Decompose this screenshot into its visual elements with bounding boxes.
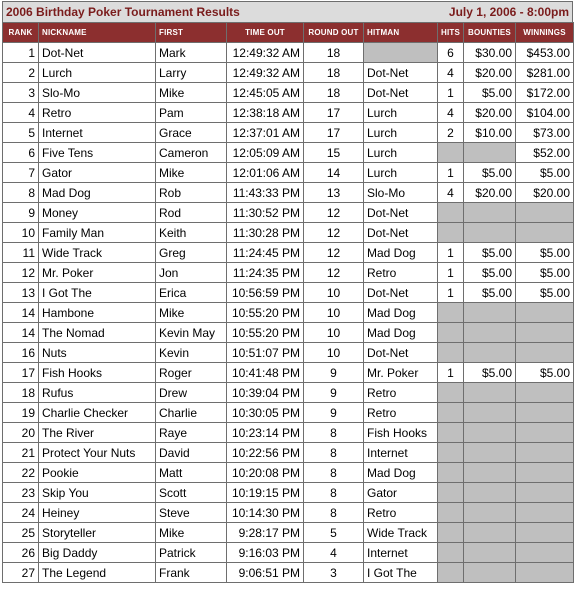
cell-rank[interactable]: 7: [3, 163, 39, 183]
header-rank[interactable]: RANK: [3, 23, 39, 43]
table-row: [3, 283, 574, 303]
cell-rank[interactable]: 23: [3, 483, 39, 503]
cell-hits[interactable]: [438, 403, 464, 423]
cell-first-name[interactable]: Scott: [156, 483, 227, 503]
cell-rank[interactable]: 24: [3, 503, 39, 523]
table-row: [3, 83, 574, 103]
cell-nickname[interactable]: Big Daddy: [39, 543, 156, 563]
cell-hitman[interactable]: Lurch: [364, 123, 438, 143]
cell-bounties[interactable]: [464, 523, 516, 543]
cell-winnings[interactable]: [516, 323, 574, 343]
cell-nickname[interactable]: Wide Track: [39, 243, 156, 263]
cell-winnings[interactable]: $5.00: [516, 243, 574, 263]
header-bounties[interactable]: BOUNTIES: [464, 23, 516, 43]
cell-first-name[interactable]: Matt: [156, 463, 227, 483]
table-row: [3, 263, 574, 283]
cell-first-name[interactable]: Grace: [156, 123, 227, 143]
cell-round-out[interactable]: 9: [304, 363, 364, 383]
cell-first-name[interactable]: Mike: [156, 523, 227, 543]
cell-winnings[interactable]: [516, 503, 574, 523]
cell-hits[interactable]: [438, 563, 464, 583]
cell-winnings[interactable]: [516, 303, 574, 323]
cell-round-out[interactable]: 3: [304, 563, 364, 583]
cell-hitman[interactable]: Dot-Net: [364, 283, 438, 303]
cell-hitman[interactable]: Mr. Poker: [364, 363, 438, 383]
cell-winnings[interactable]: [516, 223, 574, 243]
cell-round-out[interactable]: 18: [304, 63, 364, 83]
cell-nickname[interactable]: The Legend: [39, 563, 156, 583]
cell-bounties[interactable]: $20.00: [464, 103, 516, 123]
cell-time-out[interactable]: 12:49:32 AM: [227, 63, 304, 83]
cell-time-out[interactable]: 9:28:17 PM: [227, 523, 304, 543]
table-row: [3, 363, 574, 383]
cell-time-out[interactable]: 10:20:08 PM: [227, 463, 304, 483]
cell-rank[interactable]: 1: [3, 43, 39, 63]
cell-round-out[interactable]: 8: [304, 443, 364, 463]
cell-winnings[interactable]: $5.00: [516, 163, 574, 183]
cell-time-out[interactable]: 11:24:35 PM: [227, 263, 304, 283]
cell-winnings[interactable]: [516, 403, 574, 423]
cell-hits[interactable]: 2: [438, 123, 464, 143]
cell-first-name[interactable]: Charlie: [156, 403, 227, 423]
cell-hits[interactable]: [438, 343, 464, 363]
cell-round-out[interactable]: 14: [304, 163, 364, 183]
cell-round-out[interactable]: 4: [304, 543, 364, 563]
cell-rank[interactable]: 6: [3, 143, 39, 163]
cell-rank[interactable]: 14: [3, 323, 39, 343]
cell-bounties[interactable]: $5.00: [464, 163, 516, 183]
cell-round-out[interactable]: 9: [304, 403, 364, 423]
cell-first-name[interactable]: Roger: [156, 363, 227, 383]
cell-nickname[interactable]: Hambone: [39, 303, 156, 323]
table-row: [3, 503, 574, 523]
cell-rank[interactable]: 17: [3, 363, 39, 383]
cell-rank[interactable]: 11: [3, 243, 39, 263]
title-bar: [2, 1, 573, 22]
cell-hits[interactable]: 6: [438, 43, 464, 63]
cell-nickname[interactable]: Nuts: [39, 343, 156, 363]
table-row: [3, 123, 574, 143]
cell-hits[interactable]: 1: [438, 283, 464, 303]
cell-hits[interactable]: [438, 303, 464, 323]
cell-first-name[interactable]: David: [156, 443, 227, 463]
cell-bounties[interactable]: [464, 323, 516, 343]
cell-time-out[interactable]: 10:55:20 PM: [227, 303, 304, 323]
table-row: [3, 483, 574, 503]
cell-first-name[interactable]: Erica: [156, 283, 227, 303]
cell-winnings[interactable]: [516, 423, 574, 443]
cell-hits[interactable]: [438, 503, 464, 523]
cell-hits[interactable]: [438, 443, 464, 463]
cell-hitman[interactable]: I Got The: [364, 563, 438, 583]
cell-time-out[interactable]: 11:30:52 PM: [227, 203, 304, 223]
cell-nickname[interactable]: The River: [39, 423, 156, 443]
cell-winnings[interactable]: $73.00: [516, 123, 574, 143]
header-round-out[interactable]: ROUND OUT: [304, 23, 364, 43]
cell-hits[interactable]: [438, 543, 464, 563]
cell-first-name[interactable]: Jon: [156, 263, 227, 283]
cell-hits[interactable]: [438, 143, 464, 163]
cell-hitman[interactable]: Lurch: [364, 103, 438, 123]
cell-nickname[interactable]: Money: [39, 203, 156, 223]
cell-rank[interactable]: 21: [3, 443, 39, 463]
cell-nickname[interactable]: Storyteller: [39, 523, 156, 543]
cell-bounties[interactable]: [464, 463, 516, 483]
table-row: [3, 163, 574, 183]
cell-first-name[interactable]: Steve: [156, 503, 227, 523]
cell-winnings[interactable]: [516, 343, 574, 363]
cell-time-out[interactable]: 11:43:33 PM: [227, 183, 304, 203]
cell-rank[interactable]: 2: [3, 63, 39, 83]
cell-rank[interactable]: 12: [3, 263, 39, 283]
table-row: [3, 203, 574, 223]
cell-round-out[interactable]: 10: [304, 323, 364, 343]
cell-bounties[interactable]: $5.00: [464, 243, 516, 263]
cell-nickname[interactable]: Protect Your Nuts: [39, 443, 156, 463]
cell-rank[interactable]: 8: [3, 183, 39, 203]
cell-nickname[interactable]: Five Tens: [39, 143, 156, 163]
table-row: [3, 403, 574, 423]
table-row: [3, 543, 574, 563]
cell-winnings[interactable]: [516, 543, 574, 563]
cell-first-name[interactable]: Patrick: [156, 543, 227, 563]
cell-winnings[interactable]: [516, 563, 574, 583]
table-row: [3, 303, 574, 323]
cell-hitman[interactable]: Retro: [364, 383, 438, 403]
cell-hitman[interactable]: Lurch: [364, 143, 438, 163]
cell-rank[interactable]: 4: [3, 103, 39, 123]
header-nickname[interactable]: NICKNAME: [39, 23, 156, 43]
table-row: [3, 183, 574, 203]
cell-rank[interactable]: 16: [3, 343, 39, 363]
header-first[interactable]: FIRST: [156, 23, 227, 43]
cell-round-out[interactable]: 15: [304, 143, 364, 163]
cell-first-name[interactable]: Larry: [156, 63, 227, 83]
cell-winnings[interactable]: [516, 383, 574, 403]
cell-hitman[interactable]: Mad Dog: [364, 243, 438, 263]
header-row: [3, 23, 574, 43]
table-row: [3, 243, 574, 263]
cell-nickname[interactable]: Heiney: [39, 503, 156, 523]
cell-rank[interactable]: 9: [3, 203, 39, 223]
cell-bounties[interactable]: $5.00: [464, 363, 516, 383]
cell-bounties[interactable]: [464, 543, 516, 563]
cell-time-out[interactable]: 10:55:20 PM: [227, 323, 304, 343]
cell-time-out[interactable]: 12:05:09 AM: [227, 143, 304, 163]
cell-nickname[interactable]: I Got The: [39, 283, 156, 303]
cell-time-out[interactable]: 11:24:45 PM: [227, 243, 304, 263]
cell-rank[interactable]: 20: [3, 423, 39, 443]
cell-hits[interactable]: [438, 223, 464, 243]
cell-hitman[interactable]: Dot-Net: [364, 343, 438, 363]
table-row: [3, 423, 574, 443]
cell-bounties[interactable]: $20.00: [464, 63, 516, 83]
cell-round-out[interactable]: 10: [304, 343, 364, 363]
table-row: [3, 563, 574, 583]
header-winnings[interactable]: WINNINGS: [516, 23, 574, 43]
cell-rank[interactable]: 14: [3, 303, 39, 323]
cell-hits[interactable]: [438, 423, 464, 443]
cell-nickname[interactable]: Charlie Checker: [39, 403, 156, 423]
cell-hits[interactable]: [438, 383, 464, 403]
header-hitman[interactable]: HITMAN: [364, 23, 438, 43]
cell-rank[interactable]: 27: [3, 563, 39, 583]
cell-round-out[interactable]: 8: [304, 483, 364, 503]
table-row: [3, 323, 574, 343]
cell-bounties[interactable]: [464, 563, 516, 583]
cell-bounties[interactable]: [464, 223, 516, 243]
cell-hits[interactable]: [438, 463, 464, 483]
cell-time-out[interactable]: 10:23:14 PM: [227, 423, 304, 443]
results-sheet: [2, 1, 573, 583]
cell-first-name[interactable]: Drew: [156, 383, 227, 403]
cell-hits[interactable]: [438, 523, 464, 543]
cell-nickname[interactable]: Mr. Poker: [39, 263, 156, 283]
cell-first-name[interactable]: Keith: [156, 223, 227, 243]
cell-time-out[interactable]: 10:14:30 PM: [227, 503, 304, 523]
cell-hits[interactable]: 1: [438, 243, 464, 263]
cell-bounties[interactable]: [464, 143, 516, 163]
cell-round-out[interactable]: 10: [304, 303, 364, 323]
cell-round-out[interactable]: 8: [304, 503, 364, 523]
cell-nickname[interactable]: Pookie: [39, 463, 156, 483]
cell-hitman[interactable]: Mad Dog: [364, 303, 438, 323]
cell-hits[interactable]: 1: [438, 363, 464, 383]
cell-round-out[interactable]: 18: [304, 43, 364, 63]
cell-bounties[interactable]: $5.00: [464, 83, 516, 103]
cell-winnings[interactable]: $20.00: [516, 183, 574, 203]
cell-first-name[interactable]: Mike: [156, 83, 227, 103]
cell-hitman[interactable]: Mad Dog: [364, 323, 438, 343]
cell-hitman[interactable]: Mad Dog: [364, 463, 438, 483]
cell-winnings[interactable]: $453.00: [516, 43, 574, 63]
cell-hits[interactable]: [438, 483, 464, 503]
cell-rank[interactable]: 13: [3, 283, 39, 303]
cell-rank[interactable]: 10: [3, 223, 39, 243]
cell-winnings[interactable]: $281.00: [516, 63, 574, 83]
table-row: [3, 143, 574, 163]
cell-time-out[interactable]: 12:37:01 AM: [227, 123, 304, 143]
table-row: [3, 343, 574, 363]
event-date: July 1, 2006 - 8:00pm: [448, 5, 569, 19]
cell-time-out[interactable]: 10:19:15 PM: [227, 483, 304, 503]
cell-round-out[interactable]: 12: [304, 223, 364, 243]
cell-first-name[interactable]: Rob: [156, 183, 227, 203]
header-time-out[interactable]: TIME OUT: [227, 23, 304, 43]
cell-hits[interactable]: 1: [438, 163, 464, 183]
cell-winnings[interactable]: [516, 483, 574, 503]
cell-first-name[interactable]: Mark: [156, 43, 227, 63]
cell-time-out[interactable]: 12:38:18 AM: [227, 103, 304, 123]
cell-bounties[interactable]: $30.00: [464, 43, 516, 63]
cell-bounties[interactable]: $5.00: [464, 283, 516, 303]
sheet-title: 2006 Birthday Poker Tournament Results: [6, 5, 240, 19]
cell-bounties[interactable]: [464, 503, 516, 523]
cell-nickname[interactable]: Slo-Mo: [39, 83, 156, 103]
cell-hitman[interactable]: Retro: [364, 263, 438, 283]
cell-round-out[interactable]: 5: [304, 523, 364, 543]
cell-winnings[interactable]: [516, 523, 574, 543]
table-row: [3, 383, 574, 403]
cell-nickname[interactable]: Rufus: [39, 383, 156, 403]
table-row: [3, 43, 574, 63]
cell-nickname[interactable]: Lurch: [39, 63, 156, 83]
cell-time-out[interactable]: 9:16:03 PM: [227, 543, 304, 563]
cell-first-name[interactable]: Pam: [156, 103, 227, 123]
cell-hitman[interactable]: Retro: [364, 403, 438, 423]
cell-rank[interactable]: 18: [3, 383, 39, 403]
cell-round-out[interactable]: 12: [304, 243, 364, 263]
cell-winnings[interactable]: $5.00: [516, 363, 574, 383]
cell-nickname[interactable]: Fish Hooks: [39, 363, 156, 383]
cell-first-name[interactable]: Kevin May: [156, 323, 227, 343]
cell-hits[interactable]: 4: [438, 183, 464, 203]
cell-winnings[interactable]: $104.00: [516, 103, 574, 123]
cell-hits[interactable]: 1: [438, 263, 464, 283]
cell-round-out[interactable]: 18: [304, 83, 364, 103]
table-row: [3, 103, 574, 123]
cell-hitman[interactable]: Internet: [364, 543, 438, 563]
cell-bounties[interactable]: $10.00: [464, 123, 516, 143]
cell-hitman[interactable]: Gator: [364, 483, 438, 503]
cell-first-name[interactable]: Rod: [156, 203, 227, 223]
cell-hits[interactable]: [438, 203, 464, 223]
cell-winnings[interactable]: $52.00: [516, 143, 574, 163]
cell-first-name[interactable]: Greg: [156, 243, 227, 263]
header-hits[interactable]: HITS: [438, 23, 464, 43]
cell-rank[interactable]: 5: [3, 123, 39, 143]
table-row: [3, 523, 574, 543]
cell-hitman[interactable]: Slo-Mo: [364, 183, 438, 203]
cell-bounties[interactable]: [464, 483, 516, 503]
cell-bounties[interactable]: [464, 303, 516, 323]
cell-hits[interactable]: 1: [438, 83, 464, 103]
cell-time-out[interactable]: 10:22:56 PM: [227, 443, 304, 463]
cell-rank[interactable]: 25: [3, 523, 39, 543]
cell-time-out[interactable]: 11:30:28 PM: [227, 223, 304, 243]
cell-first-name[interactable]: Kevin: [156, 343, 227, 363]
cell-winnings[interactable]: $5.00: [516, 263, 574, 283]
cell-time-out[interactable]: 10:56:59 PM: [227, 283, 304, 303]
cell-first-name[interactable]: Frank: [156, 563, 227, 583]
cell-nickname[interactable]: Gator: [39, 163, 156, 183]
cell-round-out[interactable]: 13: [304, 183, 364, 203]
cell-hits[interactable]: 4: [438, 63, 464, 83]
cell-winnings[interactable]: [516, 463, 574, 483]
cell-round-out[interactable]: 8: [304, 463, 364, 483]
cell-time-out[interactable]: 12:45:05 AM: [227, 83, 304, 103]
results-table: [2, 22, 574, 583]
cell-bounties[interactable]: [464, 443, 516, 463]
cell-hitman[interactable]: [364, 43, 438, 63]
cell-nickname[interactable]: Family Man: [39, 223, 156, 243]
cell-hitman[interactable]: Dot-Net: [364, 83, 438, 103]
cell-hitman[interactable]: Dot-Net: [364, 203, 438, 223]
cell-round-out[interactable]: 9: [304, 383, 364, 403]
cell-round-out[interactable]: 17: [304, 123, 364, 143]
cell-winnings[interactable]: [516, 203, 574, 223]
table-body: [3, 43, 574, 583]
cell-rank[interactable]: 26: [3, 543, 39, 563]
cell-bounties[interactable]: [464, 403, 516, 423]
cell-rank[interactable]: 22: [3, 463, 39, 483]
cell-bounties[interactable]: [464, 343, 516, 363]
cell-round-out[interactable]: 12: [304, 263, 364, 283]
cell-time-out[interactable]: 9:06:51 PM: [227, 563, 304, 583]
cell-time-out[interactable]: 10:30:05 PM: [227, 403, 304, 423]
cell-time-out[interactable]: 10:39:04 PM: [227, 383, 304, 403]
cell-nickname[interactable]: Retro: [39, 103, 156, 123]
cell-nickname[interactable]: Skip You: [39, 483, 156, 503]
cell-rank[interactable]: 3: [3, 83, 39, 103]
cell-round-out[interactable]: 10: [304, 283, 364, 303]
cell-first-name[interactable]: Cameron: [156, 143, 227, 163]
cell-nickname[interactable]: The Nomad: [39, 323, 156, 343]
cell-bounties[interactable]: [464, 423, 516, 443]
cell-bounties[interactable]: [464, 203, 516, 223]
cell-hitman[interactable]: Fish Hooks: [364, 423, 438, 443]
cell-round-out[interactable]: 8: [304, 423, 364, 443]
cell-rank[interactable]: 19: [3, 403, 39, 423]
cell-hits[interactable]: [438, 323, 464, 343]
cell-winnings[interactable]: [516, 443, 574, 463]
cell-first-name[interactable]: Mike: [156, 163, 227, 183]
cell-first-name[interactable]: Mike: [156, 303, 227, 323]
cell-time-out[interactable]: 10:41:48 PM: [227, 363, 304, 383]
cell-winnings[interactable]: $5.00: [516, 283, 574, 303]
cell-hitman[interactable]: Wide Track: [364, 523, 438, 543]
table-row: [3, 63, 574, 83]
cell-round-out[interactable]: 17: [304, 103, 364, 123]
cell-nickname[interactable]: Internet: [39, 123, 156, 143]
cell-hitman[interactable]: Dot-Net: [364, 63, 438, 83]
table-row: [3, 463, 574, 483]
cell-time-out[interactable]: 10:51:07 PM: [227, 343, 304, 363]
cell-hits[interactable]: 4: [438, 103, 464, 123]
cell-time-out[interactable]: 12:49:32 AM: [227, 43, 304, 63]
cell-time-out[interactable]: 12:01:06 AM: [227, 163, 304, 183]
cell-hitman[interactable]: Internet: [364, 443, 438, 463]
table-row: [3, 223, 574, 243]
cell-hitman[interactable]: Dot-Net: [364, 223, 438, 243]
cell-hitman[interactable]: Retro: [364, 503, 438, 523]
cell-winnings[interactable]: $172.00: [516, 83, 574, 103]
cell-bounties[interactable]: $20.00: [464, 183, 516, 203]
cell-round-out[interactable]: 12: [304, 203, 364, 223]
cell-bounties[interactable]: $5.00: [464, 263, 516, 283]
cell-first-name[interactable]: Raye: [156, 423, 227, 443]
cell-hitman[interactable]: Lurch: [364, 163, 438, 183]
cell-bounties[interactable]: [464, 383, 516, 403]
cell-nickname[interactable]: Dot-Net: [39, 43, 156, 63]
table-row: [3, 443, 574, 463]
cell-nickname[interactable]: Mad Dog: [39, 183, 156, 203]
